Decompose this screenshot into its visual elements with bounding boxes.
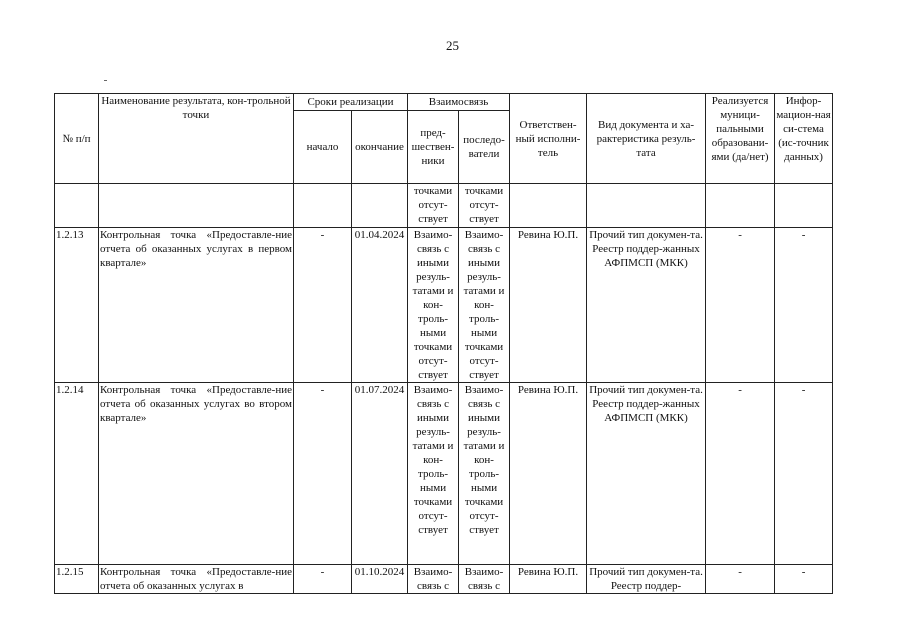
row-end-text: 01.10.2024	[354, 566, 405, 578]
row-end	[352, 565, 408, 594]
row-info-system: -	[775, 228, 833, 383]
header-responsible: Ответствен-ный исполни-тель	[510, 94, 587, 184]
row-municipal	[706, 565, 775, 594]
table-row	[55, 383, 833, 565]
row-responsible: Ревина Ю.П.	[510, 228, 587, 383]
row-municipal-text: -	[738, 566, 742, 578]
cont-start	[294, 184, 352, 228]
header-relations: Взаимосвязь	[408, 94, 510, 111]
row-doc-type: Прочий тип докумен-та. Реестр поддер-жанных АФПМСП (МКК)	[587, 228, 706, 383]
row-info-system: -	[775, 383, 833, 565]
row-num: 1.2.13	[55, 228, 99, 383]
header-doc-type: Вид документа и ха-рактеристика резуль-тата	[587, 94, 706, 184]
row-name: Контрольная точка «Предоставле-ние отчета об оказанных услугах в первом квартале»	[99, 228, 294, 383]
header-deadlines: Сроки реализации	[294, 94, 408, 111]
row-municipal: -	[706, 228, 775, 383]
row-end: 01.04.2024	[352, 228, 408, 383]
scan-mark	[104, 80, 107, 81]
header-num: № п/п	[55, 94, 99, 184]
row-end: 01.07.2024	[352, 383, 408, 565]
continuation-row	[55, 184, 833, 228]
row-start	[294, 565, 352, 594]
cont-municipal	[706, 184, 775, 228]
row-successors: Взаимо-связь с иными резуль-татами и кон-троль-ными точками отсут-ствует	[459, 228, 510, 383]
row-info-system-text: -	[801, 566, 806, 578]
cont-info-system	[775, 184, 833, 228]
row-num: 1.2.14	[55, 383, 99, 565]
table-row	[55, 565, 833, 594]
row-successors: Взаимо-связь с иными резуль-татами и кон-троль-ными точками отсут-ствует	[459, 383, 510, 565]
row-successors-text: Взаимо-связь с	[464, 566, 504, 592]
row-name: Контрольная точка «Предоставле-ние отчета об оказанных услугах во втором квартале»	[99, 383, 294, 565]
row-predecessors: Взаимо-связь с иными резуль-татами и кон-троль-ными точками отсут-ствует	[408, 228, 459, 383]
row-start: -	[294, 383, 352, 565]
page-number: 25	[446, 38, 459, 53]
row-start-text: -	[320, 566, 325, 578]
header-successors: последо-ватели	[459, 111, 510, 184]
cont-end	[352, 184, 408, 228]
cont-name	[99, 184, 294, 228]
row-num	[55, 565, 99, 594]
row-predecessors	[408, 565, 459, 594]
row-start: -	[294, 228, 352, 383]
header-municipal: Реализуется муници-пальными образовани-ями (да/нет)	[706, 94, 775, 184]
cont-successors: точками отсут-ствует	[459, 184, 510, 228]
row-responsible-text: Ревина Ю.П.	[517, 566, 579, 578]
header-start: начало	[294, 111, 352, 184]
cont-responsible	[510, 184, 587, 228]
row-doc-type	[587, 565, 706, 594]
row-doc-type-text: Прочий тип докумен-та. Реестр поддер-	[589, 566, 703, 592]
row-name-text: Контрольная точка «Предоставле-ние отчета об оказанных услугах в	[100, 566, 292, 592]
row-successors	[459, 565, 510, 594]
table-row	[55, 228, 833, 383]
row-municipal: -	[706, 383, 775, 565]
row-responsible	[510, 565, 587, 594]
cont-predecessors: точками отсут-ствует	[408, 184, 459, 228]
header-info-system: Инфор-мацион-ная си-стема (ис-точник данных)	[775, 94, 833, 184]
row-num-text: 1.2.15	[56, 566, 84, 578]
row-responsible: Ревина Ю.П.	[510, 383, 587, 565]
row-predecessors: Взаимо-связь с иными резуль-татами и кон-троль-ными точками отсут-ствует	[408, 383, 459, 565]
row-predecessors-text: Взаимо-связь с	[413, 566, 453, 592]
header-predecessors: пред-шествен-ники	[408, 111, 459, 184]
header-end: окончание	[352, 111, 408, 184]
row-name	[99, 565, 294, 594]
header-name: Наименование результата, кон-трольной точки	[99, 94, 294, 184]
row-doc-type: Прочий тип докумен-та. Реестр поддер-жанных АФПМСП (МКК)	[587, 383, 706, 565]
row-info-system	[775, 565, 833, 594]
cont-num	[55, 184, 99, 228]
results-table	[54, 93, 833, 594]
header-row-1	[55, 94, 833, 111]
cont-doc-type	[587, 184, 706, 228]
